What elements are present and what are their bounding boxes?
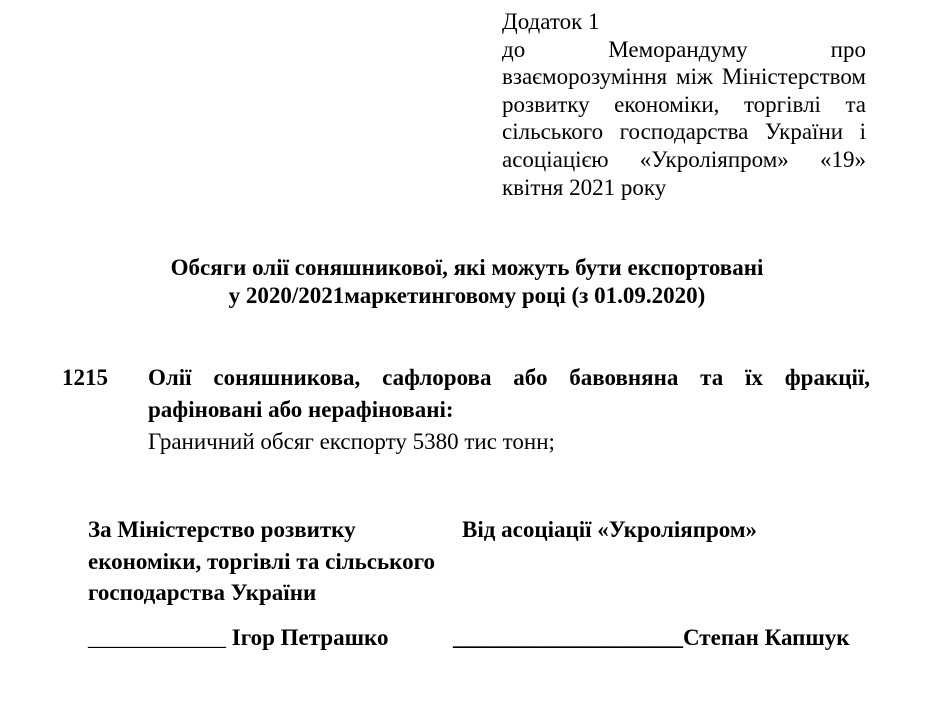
signature-row-ministry <box>88 622 388 653</box>
document-title <box>57 254 877 310</box>
signatory-name-association: Степан Капшук <box>683 625 850 650</box>
item-body <box>148 362 870 458</box>
annex-line: квітня 2021 року <box>502 174 667 200</box>
item-code: 1215 <box>62 365 108 390</box>
signature-org-line: Від асоціації «Укроліяпром» <box>462 517 757 542</box>
item-description-line: Олії соняшникова, сафлорова або бавовняна та їх фракції, <box>148 365 870 390</box>
signature-row-association <box>453 622 850 653</box>
signature-org-line: економіки, торгівлі та сільського <box>88 548 435 574</box>
item-1215 <box>62 362 870 458</box>
item-description-line: рафіновані або нерафіновані: <box>148 397 454 422</box>
annex-line: Додаток 1 <box>502 9 600 34</box>
signature-blank-line: ____________________ <box>453 625 683 650</box>
signature-org-ministry <box>88 514 488 609</box>
signature-org-line: За Міністерство розвитку <box>88 517 356 542</box>
annex-line: асоціацією «Укроліяпром» «19» <box>502 146 866 172</box>
annex-line: взаєморозуміння між Міністерством <box>502 64 866 90</box>
annex-line: розвитку економіки, торгівлі та <box>502 91 866 117</box>
item-export-limit: Граничний обсяг експорту 5380 тис тонн; <box>148 429 555 454</box>
annex-reference-block <box>502 8 866 201</box>
annex-line: сільського господарства України і <box>502 119 866 145</box>
signature-blank-line: ____________ <box>88 625 226 650</box>
signature-org-line: господарства України <box>88 580 317 605</box>
annex-line: до Меморандуму про <box>502 36 866 62</box>
signatory-name-ministry: Ігор Петрашко <box>231 625 389 650</box>
document-title-line: у 2020/2021маркетинговому році (з 01.09.2020) <box>228 283 706 308</box>
document-title-line: Обсяги олії соняшникової, які можуть бути експортовані <box>170 255 764 280</box>
signature-org-association <box>462 514 882 546</box>
